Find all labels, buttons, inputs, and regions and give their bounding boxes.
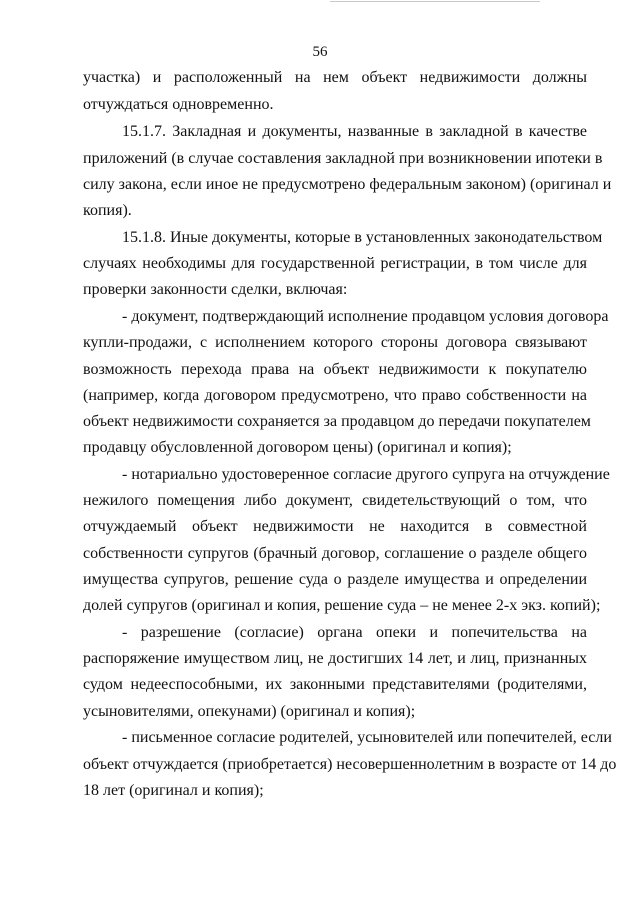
- list-item-line: - письменное согласие родителей, усыновителей или попечителей, если: [122, 729, 612, 746]
- text-line: 15.1.8. Иные документы, которые в установленных законодательством: [122, 229, 603, 246]
- text-line: 15.1.7. Закладная и документы, названные в закладной в качестве: [122, 123, 587, 140]
- text-line: судом недееспособными, их законными представителями (родителями,: [83, 676, 587, 693]
- text-line: отчуждаться одновременно.: [83, 96, 274, 113]
- text-line: копия).: [83, 202, 132, 219]
- text-line: отчуждаемый объект недвижимости не находится в совместной: [83, 518, 587, 535]
- text-line: возможность перехода права на объект недвижимости к покупателю: [83, 361, 587, 378]
- text-line: купли-продажи, с исполнением которого стороны договора связывают: [83, 334, 587, 351]
- text-line: силу закона, если иное не предусмотрено федеральным законом) (оригинал и: [83, 176, 612, 193]
- text-line: нежилого помещения либо документ, свидетельствующий о том, что: [83, 492, 587, 509]
- text-line: продавцу обусловленной договором цены) (оригинал и копия);: [83, 439, 512, 456]
- page-number: 56: [312, 44, 328, 60]
- text-line: объект отчуждается (приобретается) несовершеннолетним в возрасте от 14 до: [83, 756, 617, 773]
- scan-edge-line: [330, 1, 540, 2]
- text-line: долей супругов (оригинал и копия, решение суда – не менее 2-х экз. копий);: [83, 597, 601, 614]
- text-line: объект недвижимости сохраняется за продавцом до передачи покупателем: [83, 413, 591, 430]
- text-line: участка) и расположенный на нем объект недвижимости должны: [83, 69, 587, 86]
- list-item-line: - документ, подтверждающий исполнение продавцом условия договора: [122, 308, 609, 325]
- list-item-line: - разрешение (согласие) органа опеки и попечительства на: [122, 624, 587, 641]
- text-line: 18 лет (оригинал и копия);: [83, 782, 264, 799]
- text-line: приложений (в случае составления закладной при возникновении ипотеки в: [83, 150, 603, 167]
- list-item-line: - нотариально удостоверенное согласие другого супруга на отчуждение: [122, 466, 610, 483]
- text-line: усыновителями, опекунами) (оригинал и копия);: [83, 703, 416, 720]
- text-line: собственности супругов (брачный договор, соглашение о разделе общего: [83, 545, 587, 562]
- text-line: проверки законности сделки, включая:: [83, 281, 348, 298]
- text-line: (например, когда договором предусмотрено, что право собственности на: [83, 387, 587, 404]
- text-line: имущества супругов, решение суда о разделе имущества и определении: [83, 571, 587, 588]
- text-line: случаях необходимы для государственной регистрации, в том числе для: [83, 255, 587, 272]
- text-line: распоряжение имуществом лиц, не достигших 14 лет, и лиц, признанных: [83, 650, 587, 667]
